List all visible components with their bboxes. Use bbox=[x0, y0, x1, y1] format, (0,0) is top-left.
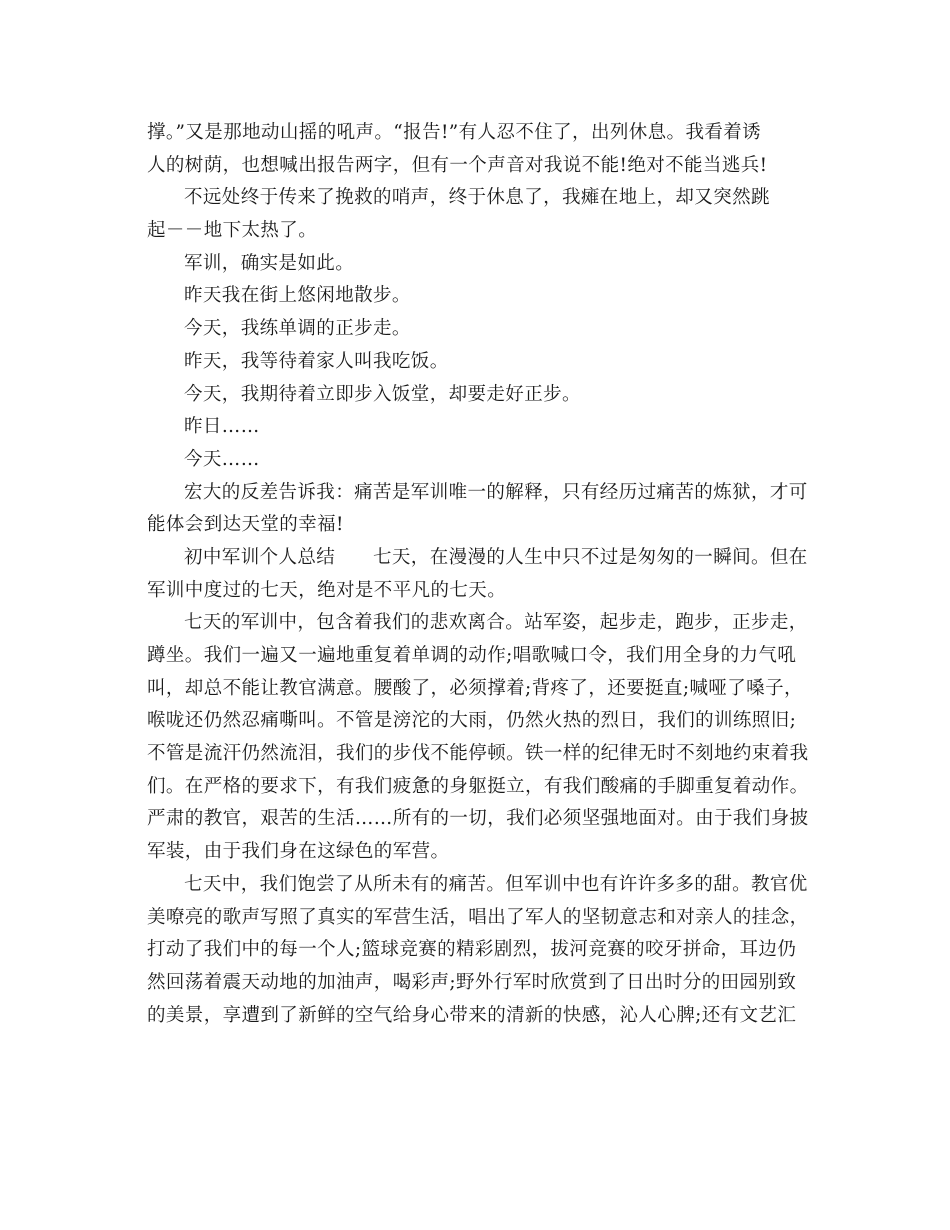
document-body bbox=[147, 117, 807, 1032]
text-line: 然回荡着震天动地的加油声，喝彩声;野外行军时欣赏到了日出时分的田园别致 bbox=[147, 971, 797, 993]
text-line: 人的树荫，也想喊出报告两字，但有一个声音对我说不能!绝对不能当逃兵! bbox=[147, 154, 768, 176]
text-line: 严肃的教官，艰苦的生活……所有的一切，我们必须坚强地面对。由于我们身披 bbox=[147, 808, 809, 830]
text-line: 军装，由于我们身在这绿色的军营。 bbox=[147, 841, 450, 863]
text-line: 军训中度过的七天，绝对是不平凡的七天。 bbox=[147, 579, 507, 601]
text-line: 起－－地下太热了。 bbox=[147, 220, 318, 242]
text-line: 打动了我们中的每一个人;篮球竞赛的精彩剧烈，拔河竞赛的咬牙拼命，耳边仍 bbox=[147, 939, 797, 961]
text-line: 美嘹亮的歌声写照了真实的军营生活，唱出了军人的坚韧意志和对亲人的挂念， bbox=[147, 906, 809, 928]
text-line: 今天…… bbox=[184, 448, 260, 470]
text-line: 不远处终于传来了挽救的哨声，终于休息了，我瘫在地上，却又突然跳 bbox=[184, 187, 770, 209]
text-line: 昨日…… bbox=[184, 416, 260, 438]
text-line: 撑。”又是那地动山摇的吼声。“报告!”有人忍不住了，出列休息。我看着诱 bbox=[147, 122, 762, 143]
text-line: 的美景，享遭到了新鲜的空气给身心带来的清新的快感，沁人心脾;还有文艺汇 bbox=[147, 1004, 797, 1026]
text-line: 初中军训个人总结 七天，在漫漫的人生中只不过是匆匆的一瞬间。但在 bbox=[184, 546, 808, 568]
text-line: 蹲坐。我们一遍又一遍地重复着单调的动作;唱歌喊口令，我们用全身的力气吼 bbox=[147, 645, 797, 666]
text-line: 不管是流汗仍然流泪，我们的步伐不能停顿。铁一样的纪律无时不刻地约束着我 bbox=[147, 743, 809, 765]
text-line: 能体会到达天堂的幸福! bbox=[147, 514, 344, 536]
text-line: 昨天，我等待着家人叫我吃饭。 bbox=[184, 350, 449, 372]
text-line: 们。在严格的要求下，有我们疲惫的身躯挺立，有我们酸痛的手脚重复着动作。 bbox=[147, 775, 809, 797]
text-line: 七天中，我们饱尝了从所未有的痛苦。但军训中也有许许多多的甜。教官优 bbox=[184, 873, 808, 895]
text-line: 喉咙还仍然忍痛嘶叫。不管是滂沱的大雨，仍然火热的烈日，我们的训练照旧; bbox=[147, 710, 797, 732]
text-line: 今天，我练单调的正步走。 bbox=[184, 318, 411, 340]
text-line: 宏大的反差告诉我：痛苦是军训唯一的解释，只有经历过痛苦的炼狱，才可 bbox=[184, 481, 808, 503]
text-line: 军训，确实是如此。 bbox=[184, 252, 355, 274]
text-line: 叫，却总不能让教官满意。腰酸了，必须撑着;背疼了，还要挺直;喊哑了嗓子， bbox=[147, 677, 803, 699]
text-line: 今天，我期待着立即步入饭堂，却要走好正步。 bbox=[184, 383, 581, 405]
text-line: 七天的军训中，包含着我们的悲欢离合。站军姿，起步走，跑步，正步走， bbox=[184, 612, 808, 634]
text-line: 昨天我在街上悠闲地散步。 bbox=[184, 285, 411, 307]
